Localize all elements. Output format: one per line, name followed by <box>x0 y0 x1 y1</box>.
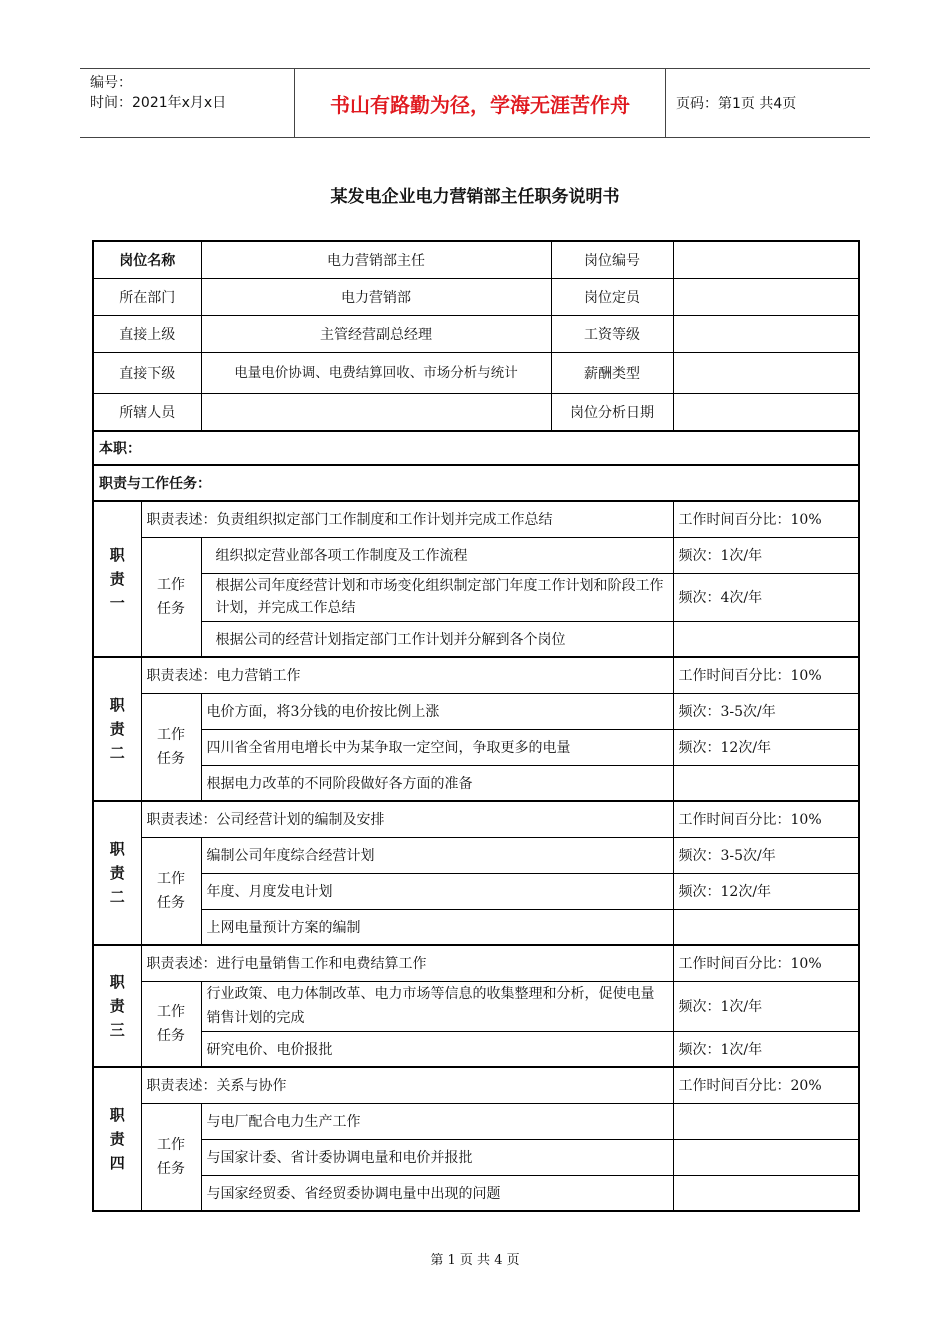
task-row <box>93 765 859 801</box>
duty-time-pct: 工作时间百分比：20% <box>673 1067 859 1103</box>
job-description-table-clean <box>92 240 860 1212</box>
task-text: 四川省全省用电增长中为某争取一定空间，争取更多的电量 <box>201 729 673 765</box>
superior-value: 主管经营副总经理 <box>202 316 552 352</box>
task-row <box>93 909 859 945</box>
subordinate-value: 电量电价协调、电费结算回收、市场分析与统计 <box>202 353 552 393</box>
time-label: 时间：2021年x月x日 <box>90 95 227 111</box>
task-label <box>141 981 201 1067</box>
task-freq: 频次：3-5次/年 <box>673 693 859 729</box>
duty-time-pct: 工作时间百分比：10% <box>673 657 859 693</box>
duty-statement: 职责表述：关系与协作 <box>141 1067 673 1103</box>
task-freq <box>673 1103 859 1139</box>
duty-statement: 职责表述：进行电量销售工作和电费结算工作 <box>141 945 673 981</box>
task-freq: 频次：3-5次/年 <box>673 837 859 873</box>
page-footer: 第 1 页 共 4 页 <box>430 1253 520 1268</box>
info-row <box>93 353 859 394</box>
task-freq: 频次：1次/年 <box>673 1031 859 1067</box>
dept-label: 所在部门 <box>93 279 201 316</box>
task-freq <box>673 1175 859 1211</box>
dept-group <box>201 279 673 316</box>
task-freq <box>673 621 859 657</box>
duty-statement-row <box>93 801 859 837</box>
subordinate-label: 直接下级 <box>93 353 201 394</box>
task-text: 根据公司的经营计划指定部门工作计划并分解到各个岗位 <box>201 621 673 657</box>
task-text: 研究电价、电价报批 <box>201 1031 673 1067</box>
duty-statement: 职责表述：电力营销工作 <box>141 657 673 693</box>
duty-label-text: 职责四 <box>109 1106 125 1172</box>
task-text: 与电厂配合电力生产工作 <box>201 1103 673 1139</box>
duty-time-pct: 工作时间百分比：10% <box>673 945 859 981</box>
task-text: 与国家经贸委、省经贸委协调电量中出现的问题 <box>201 1175 673 1211</box>
task-freq: 频次：12次/年 <box>673 873 859 909</box>
duty-statement: 职责表述：公司经营计划的编制及安排 <box>141 801 673 837</box>
document-header <box>80 68 870 138</box>
analysis-date-value <box>673 394 859 432</box>
task-text: 编制公司年度综合经营计划 <box>201 837 673 873</box>
dept-value: 电力营销部 <box>202 279 552 315</box>
task-text: 根据电力改革的不同阶段做好各方面的准备 <box>201 765 673 801</box>
superior-group <box>201 316 673 353</box>
document-title: 某发电企业电力营销部主任职务说明书 <box>330 187 620 207</box>
task-row <box>93 837 859 873</box>
superior-label: 直接上级 <box>93 316 201 353</box>
task-row <box>93 621 859 657</box>
section-duty-main: 本职： <box>93 431 859 465</box>
info-row <box>93 316 859 353</box>
duty-2-label <box>93 657 141 801</box>
duty-time-pct: 工作时间百分比：10% <box>673 801 859 837</box>
info-row <box>93 394 859 432</box>
duty-statement-row <box>93 1067 859 1103</box>
section-duties-tasks: 职责与工作任务： <box>93 465 859 501</box>
header-page-info: 页码：第1页 共4页 <box>676 96 797 112</box>
pos-name-group <box>201 241 673 279</box>
task-freq <box>673 1139 859 1175</box>
duty-label-text: 职责二 <box>109 840 125 906</box>
task-row <box>93 1175 859 1211</box>
duty-1-label <box>93 501 141 657</box>
task-row <box>93 573 859 621</box>
task-label-text: 工作任务 <box>157 1003 185 1044</box>
staff-value <box>202 394 552 430</box>
task-label <box>141 537 201 657</box>
quota-value <box>673 279 859 316</box>
duty-label-text: 职责三 <box>109 973 125 1039</box>
duty-4-label <box>93 945 141 1067</box>
task-text: 年度、月度发电计划 <box>201 873 673 909</box>
info-row <box>93 241 859 279</box>
task-row <box>93 1103 859 1139</box>
task-label <box>141 693 201 801</box>
task-text: 上网电量预计方案的编制 <box>201 909 673 945</box>
analysis-date-label: 岗位分析日期 <box>570 405 654 421</box>
duty-label-text: 职责二 <box>109 696 125 762</box>
duty-statement-row <box>93 501 859 537</box>
task-text: 组织拟定营业部各项工作制度及工作流程 <box>201 537 673 573</box>
pos-no-value <box>673 241 859 279</box>
task-text: 电价方面，将3分钱的电价按比例上涨 <box>201 693 673 729</box>
task-row <box>93 873 859 909</box>
wage-value <box>673 316 859 353</box>
quota-label: 岗位定员 <box>584 290 640 306</box>
task-label-text: 工作任务 <box>157 726 185 767</box>
task-text: 行业政策、电力体制改革、电力市场等信息的收集整理和分析，促使电量销售计划的完成 <box>201 981 673 1031</box>
task-row <box>93 693 859 729</box>
pos-name-label: 岗位名称 <box>93 241 201 279</box>
task-row <box>93 1031 859 1067</box>
duty-3-label <box>93 801 141 945</box>
number-label: 编号： <box>90 75 132 91</box>
task-freq <box>673 909 859 945</box>
task-label <box>141 837 201 945</box>
task-label-text: 工作任务 <box>157 870 185 911</box>
task-row <box>93 981 859 1031</box>
header-meta <box>80 69 295 137</box>
duty-time-pct: 工作时间百分比：10% <box>673 501 859 537</box>
header-slogan: 书山有路勤为径，学海无涯苦作舟 <box>295 69 666 137</box>
task-text: 与国家计委、省计委协调电量和电价并报批 <box>201 1139 673 1175</box>
task-row <box>93 1139 859 1175</box>
pos-name-value: 电力营销部主任 <box>202 242 552 278</box>
task-freq: 频次：4次/年 <box>673 573 859 621</box>
task-freq: 频次：1次/年 <box>673 537 859 573</box>
salary-label: 薪酬类型 <box>584 366 640 382</box>
task-freq <box>673 765 859 801</box>
staff-group <box>201 394 673 432</box>
task-text: 根据公司年度经营计划和市场变化组织制定部门年度工作计划和阶段工作计划，并完成工作总结 <box>201 573 673 621</box>
duty-statement: 职责表述：负责组织拟定部门工作制度和工作计划并完成工作总结 <box>141 501 673 537</box>
section-row <box>93 431 859 465</box>
pos-no-label: 岗位编号 <box>584 253 640 269</box>
task-label <box>141 1103 201 1211</box>
duty-label-text: 职责一 <box>109 546 125 612</box>
duty-statement-row <box>93 657 859 693</box>
section-row <box>93 465 859 501</box>
task-row <box>93 729 859 765</box>
task-row <box>93 537 859 573</box>
task-label-text: 工作任务 <box>157 1136 185 1177</box>
subordinate-group <box>201 353 673 394</box>
staff-label: 所辖人员 <box>93 394 201 432</box>
wage-label: 工资等级 <box>584 327 640 343</box>
task-label-text: 工作任务 <box>157 576 185 617</box>
duty-5-label <box>93 1067 141 1211</box>
duty-statement-row <box>93 945 859 981</box>
task-freq: 频次：1次/年 <box>673 981 859 1031</box>
info-row <box>93 279 859 316</box>
salary-value <box>673 353 859 394</box>
task-freq: 频次：12次/年 <box>673 729 859 765</box>
